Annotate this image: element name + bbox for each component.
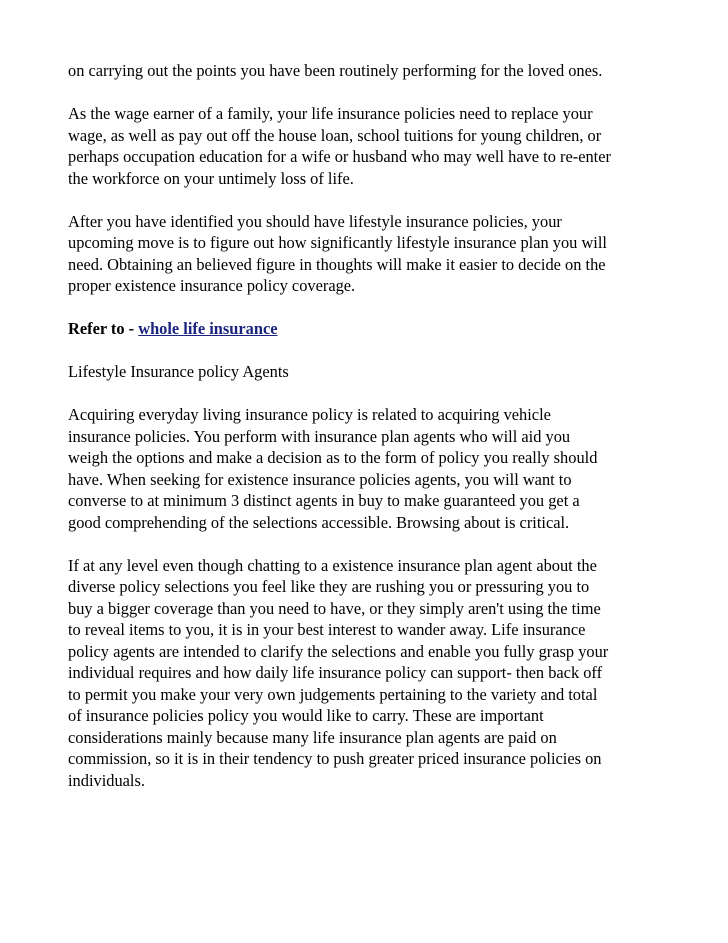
text-line: converse to at minimum 3 distinct agents in buy to make guaranteed you get a [68,491,580,510]
reference-line [68,318,668,340]
heading-text: Lifestyle Insurance policy Agents [68,362,289,381]
text-line: wage, as well as pay out off the house loan, school tuitions for young children, or [68,125,602,145]
text-line: perhaps occupation education for a wife or husband who may well have to re-enter [68,147,611,166]
text-line: individuals. [68,770,145,790]
text-line: considerations mainly because many life insurance plan agents are paid on [68,727,557,747]
paragraph-2 [68,103,668,189]
text-line: on carrying out the points you have been routinely performing for the loved ones. [68,61,603,80]
text-line: If at any level even though chatting to a existence insurance plan agent about the [68,555,597,575]
text-line: proper existence insurance policy coverage. [68,276,356,295]
paragraph-3 [68,211,668,297]
text-line: weigh the options and make a decision as to the form of policy you really should [68,448,598,467]
text-line: individual requires and how daily life insurance policy can support- then back off [68,663,603,682]
text-line: policy agents are intended to clarify the selections and enable you fully grasp your [68,641,609,661]
paragraph-1 [68,60,668,82]
text-line: diverse policy selections you feel like they are rushing you or pressuring you to [68,577,590,596]
text-line: As the wage earner of a family, your life insurance policies need to replace your [68,104,593,123]
text-line: upcoming move is to figure out how significantly lifestyle insurance plan you will [68,233,607,252]
text-line: need. Obtaining an believed figure in thoughts will make it easier to decide on the [68,254,606,274]
text-line: insurance policies. You perform with insurance plan agents who will aid you [68,426,571,446]
paragraph-4 [68,404,668,533]
text-line: the workforce on your untimely loss of life. [68,168,354,188]
text-line: good comprehending of the selections accessible. Browsing about is critical. [68,512,570,532]
text-line: to reveal items to you, it is in your best interest to wander away. Life insurance [68,620,586,639]
text-line: have. When seeking for existence insurance policies agents, you will want to [68,469,572,489]
text-line: to permit you make your very own judgements pertaining to the variety and total [68,684,598,704]
text-line: buy a bigger coverage than you need to have, or they simply aren't using the time [68,598,601,618]
reference-label: Refer to - [68,319,139,338]
text-line: commission, so it is in their tendency to push greater priced insurance policies on [68,749,602,768]
paragraph-5 [68,555,668,792]
text-line: After you have identified you should have lifestyle insurance policies, your [68,211,562,231]
section-heading [68,361,668,383]
text-line: of insurance policies policy you would like to carry. These are important [68,706,544,725]
text-line: Acquiring everyday living insurance policy is related to acquiring vehicle [68,405,551,424]
whole-life-insurance-link[interactable]: whole life insurance [138,319,278,338]
